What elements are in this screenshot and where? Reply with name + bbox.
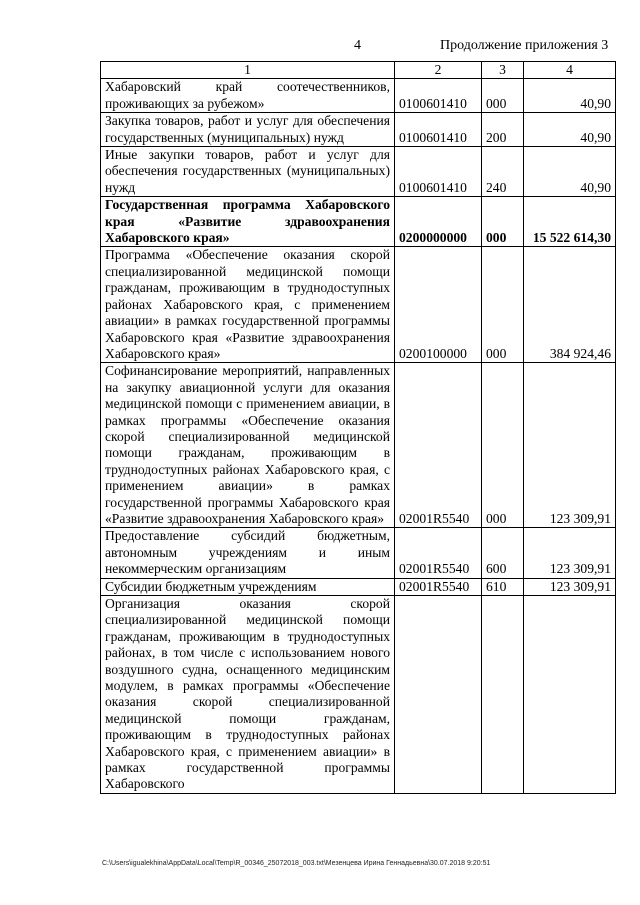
row-code: 0100601410: [395, 147, 482, 197]
column-header: 3: [482, 62, 524, 79]
row-type: 610: [482, 578, 524, 595]
row-name: Хабаровский край соотечественников, проживающих за рубежом»: [101, 79, 395, 113]
table-row-program-total: [101, 197, 616, 247]
row-type: 000: [482, 247, 524, 363]
row-amount: 123 309,91: [524, 578, 616, 595]
row-name: Предоставление субсидий бюджетным, автономным учреждениям и иным некоммерческим организациям: [101, 528, 395, 578]
row-amount: 123 309,91: [524, 528, 616, 578]
row-amount: 15 522 614,30: [524, 197, 616, 247]
row-code-empty: [395, 596, 482, 794]
row-code: 02001R5540: [395, 528, 482, 578]
table-header-row: [101, 62, 616, 79]
row-code: 0100601410: [395, 113, 482, 147]
row-type-empty: [482, 596, 524, 794]
row-amount: 384 924,46: [524, 247, 616, 363]
column-header: 4: [524, 62, 616, 79]
table-row: [101, 528, 616, 578]
row-code: 0200100000: [395, 247, 482, 363]
row-name: Программа «Обеспечение оказания скорой специализированной медицинской помощи гражданам, проживающим в труднодоступных районах Хабаровского края, с применением авиации» в рамках государственной программы Хабаровского края «Развитие здравоохранения Хабаровского края»: [101, 247, 395, 363]
row-code: 0100601410: [395, 79, 482, 113]
row-code: 02001R5540: [395, 363, 482, 528]
row-name: Субсидии бюджетным учреждениям: [101, 578, 395, 595]
table-row: [101, 147, 616, 197]
column-header: 2: [395, 62, 482, 79]
table-row: [101, 247, 616, 363]
row-code: 0200000000: [395, 197, 482, 247]
row-name: Закупка товаров, работ и услуг для обеспечения государственных (муниципальных) нужд: [101, 113, 395, 147]
page-number: 4: [354, 38, 361, 53]
row-amount: 40,90: [524, 147, 616, 197]
row-name: Организация оказания скорой специализированной медицинской помощи гражданам, проживающим в труднодоступных районах, в том числе с использованием нового воздушного судна, оснащенного медицинским модулем, в рамках программы «Обеспечение оказания скорой специализированной медицинской помощи гражданам, проживающим в труднодоступных районах Хабаровского края, с применением авиации» в рамках государственной программы Хабаровского: [101, 596, 395, 794]
row-name: Государственная программа Хабаровского края «Развитие здравоохранения Хабаровского края»: [101, 197, 395, 247]
table-row: [101, 363, 616, 528]
row-name: Иные закупки товаров, работ и услуг для обеспечения государственных (муниципальных) нужд: [101, 147, 395, 197]
continuation-title: Продолжение приложения 3: [440, 38, 609, 53]
row-name: Софинансирование мероприятий, направленных на закупку авиационной услуги для оказания медицинской помощи с применением авиации, в рамках программы «Обеспечение оказания скорой специализированной медицинской помощи гражданам, проживающим в труднодоступных районах Хабаровского края, с применением авиации» в рамках государственной программы Хабаровского края «Развитие здравоохранения Хабаровского края»: [101, 363, 395, 528]
row-amount: 40,90: [524, 79, 616, 113]
row-type: 200: [482, 113, 524, 147]
column-header: 1: [101, 62, 395, 79]
row-amount: 123 309,91: [524, 363, 616, 528]
row-type: 240: [482, 147, 524, 197]
table-row-continued: [101, 596, 616, 794]
row-code: 02001R5540: [395, 578, 482, 595]
row-type: 000: [482, 197, 524, 247]
table-row: [101, 79, 616, 113]
row-amount: 40,90: [524, 113, 616, 147]
table-row: [101, 113, 616, 147]
budget-table: [100, 61, 616, 794]
row-type: 000: [482, 79, 524, 113]
table-row: [101, 578, 616, 595]
row-amount-empty: [524, 596, 616, 794]
footer-file-path: C:\Users\igualekhina\AppData\Local\Temp\R_00346_25072018_003.txt\Мезенцева Ирина Геннадьевна\30.07.2018 9:20:51: [102, 860, 491, 867]
row-type: 600: [482, 528, 524, 578]
row-type: 000: [482, 363, 524, 528]
